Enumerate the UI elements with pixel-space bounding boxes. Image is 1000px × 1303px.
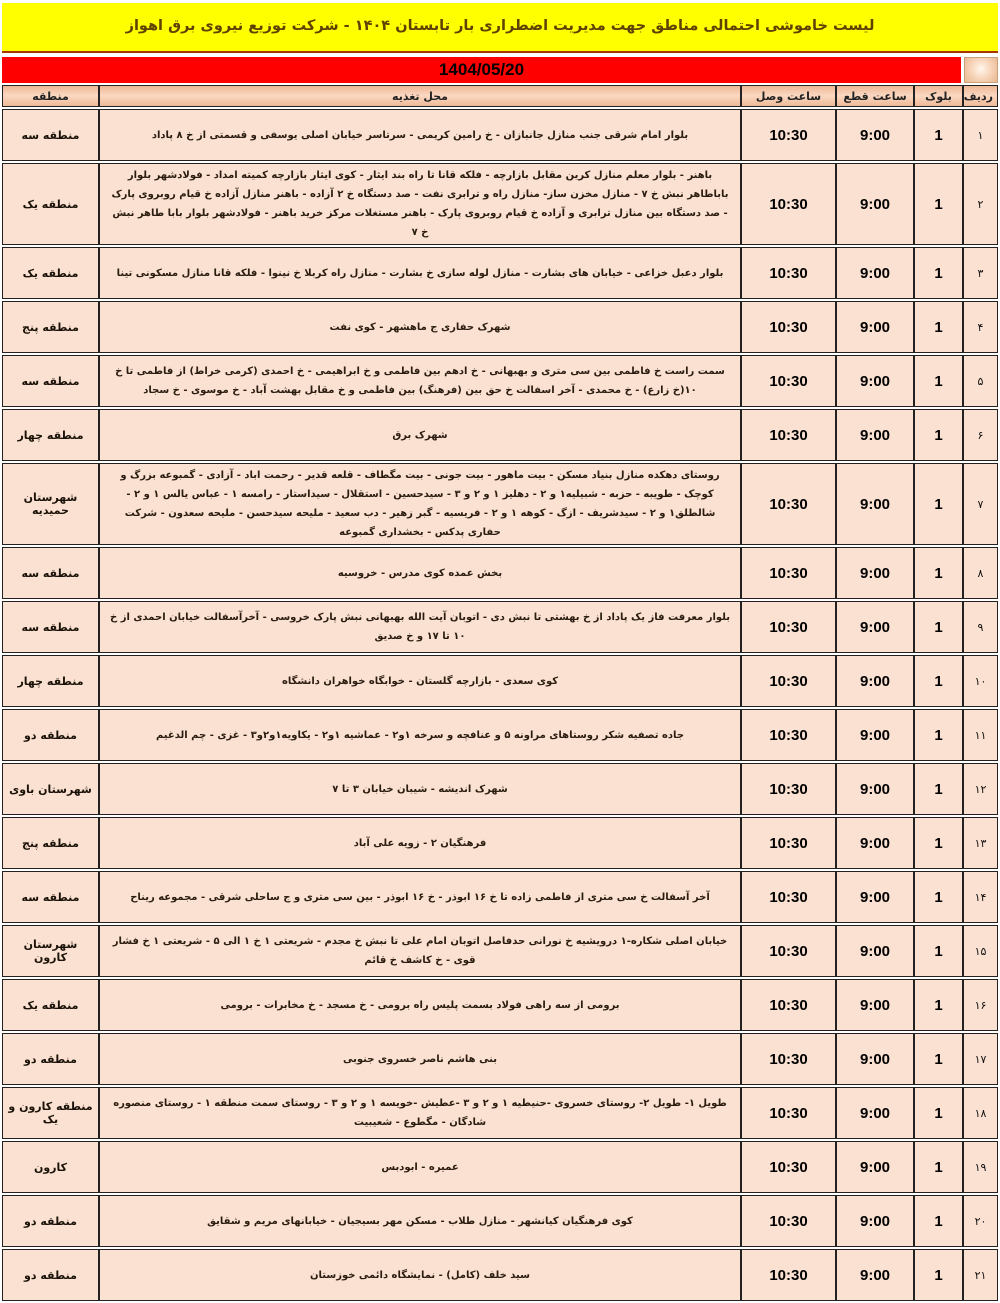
cell-region: منطقه سه [2,601,99,653]
date-banner-row [2,57,998,83]
cell-block: 1 [914,601,963,653]
cell-feed-location: عمیره - ابودبس [99,1141,741,1193]
cell-region: منطقه پنج [2,301,99,353]
table-row [2,871,998,923]
cell-cut-time: 9:00 [836,355,914,407]
cell-region: منطقه پنج [2,817,99,869]
cell-feed-location: سید خلف (کامل) - نمایشگاه دائمی خوزستان [99,1249,741,1301]
cell-region: منطقه سه [2,547,99,599]
cell-region: شهرستان کارون [2,925,99,977]
table-row [2,355,998,407]
cell-feed-location: بلوار معرفت فاز یک پاداد از خ بهشتی تا نبش دی - اتوبان آیت الله بهبهانی نبش پارک خروسی - آخرآسفالت خیابان احمدی از خ ۱۰ تا ۱۷ و خ صدیق [99,601,741,653]
cell-row-number: ۱۱ [963,709,998,761]
cell-block: 1 [914,409,963,461]
header-row [2,85,998,107]
cell-row-number: ۸ [963,547,998,599]
cell-region: منطقه دو [2,709,99,761]
col-header-cut-time: ساعت قطع [836,85,914,107]
cell-row-number: ۷ [963,463,998,545]
table-header [2,85,998,107]
cell-block: 1 [914,109,963,161]
table-row [2,409,998,461]
cell-row-number: ۱۸ [963,1087,998,1139]
cell-cut-time: 9:00 [836,1141,914,1193]
cell-reconnect-time: 10:30 [741,763,836,815]
cell-region: شهرستان حمیدیه [2,463,99,545]
table-row [2,1249,998,1301]
cell-reconnect-time: 10:30 [741,163,836,245]
cell-feed-location: فرهنگیان ۲ - زویه علی آباد [99,817,741,869]
table-row [2,109,998,161]
cell-row-number: ۲۰ [963,1195,998,1247]
cell-block: 1 [914,871,963,923]
cell-reconnect-time: 10:30 [741,463,836,545]
cell-reconnect-time: 10:30 [741,1087,836,1139]
cell-cut-time: 9:00 [836,655,914,707]
cell-cut-time: 9:00 [836,763,914,815]
table-row [2,1033,998,1085]
cell-region: منطقه یک [2,247,99,299]
cell-cut-time: 9:00 [836,301,914,353]
cell-region: منطقه کارون و یک [2,1087,99,1139]
cell-cut-time: 9:00 [836,601,914,653]
cell-reconnect-time: 10:30 [741,979,836,1031]
cell-cut-time: 9:00 [836,547,914,599]
cell-feed-location: بلوار امام شرقی جنب منازل جانبازان - خ رامین کریمی - سرتاسر خیابان اصلی یوسفی و قسمتی از خ ۸ پاداد [99,109,741,161]
table-row [2,1087,998,1139]
cell-row-number: ۳ [963,247,998,299]
cell-reconnect-time: 10:30 [741,355,836,407]
cell-block: 1 [914,1033,963,1085]
cell-cut-time: 9:00 [836,1087,914,1139]
cell-block: 1 [914,301,963,353]
table-row [2,925,998,977]
cell-feed-location: کوی فرهنگیان کیانشهر - منازل طلاب - مسکن مهر بسیجیان - خیابانهای مریم و شقایق [99,1195,741,1247]
cell-feed-location: باهنر - بلوار معلم منازل کرین مقابل بازارچه - فلکه قانا تا راه بند ایثار - کوی ایثار بازارچه کمیته امداد - فولادشهر بلوار باباطاهر نبش خ ۷ - منازل مخزن ساز- منازل راه و ترابری نفت - صد دستگاه خ ۲ آزاده - باهنر منازل آزاده خ قیام روبروی پارک - صد دستگاه بین منازل ترابری و آزاده خ قیام روبروی پارک - باهنر مستغلات مرکز خرید باهنر - فولادشهر بلوار بابا طاهر نبش خ ۷ [99,163,741,245]
cell-reconnect-time: 10:30 [741,109,836,161]
cell-row-number: ۱۵ [963,925,998,977]
cell-feed-location: کوی سعدی - بازارچه گلستان - خوابگاه خواهران دانشگاه [99,655,741,707]
cell-feed-location: سمت راست خ فاطمی بین سی متری و بهبهانی - خ ادهم بین فاطمی و خ ابراهیمی - خ احمدی (کرمی خراط) از فاطمی تا خ ۱۰(خ زارع) - خ محمدی - آخر اسفالت خ حق بین (فرهنگ) بین فاطمی و خ مقابل بهشت آباد - خ موسوی - خ سجاد [99,355,741,407]
cell-reconnect-time: 10:30 [741,1195,836,1247]
cell-row-number: ۹ [963,601,998,653]
cell-cut-time: 9:00 [836,925,914,977]
cell-region: منطقه یک [2,979,99,1031]
cell-cut-time: 9:00 [836,1249,914,1301]
cell-block: 1 [914,763,963,815]
cell-block: 1 [914,463,963,545]
table-row [2,1141,998,1193]
cell-reconnect-time: 10:30 [741,817,836,869]
table-row [2,463,998,545]
table-row [2,979,998,1031]
table-row [2,547,998,599]
cell-row-number: ۱۶ [963,979,998,1031]
cell-feed-location: جاده تصفیه شکر روستاهای مراونه ۵ و عنافچه و سرخه ۱و۲ - عماشیه ۱و۲ - یکاویه۱و۲و۳ - غزی - چم الدغیم [99,709,741,761]
cell-cut-time: 9:00 [836,871,914,923]
corner-cell [964,57,998,83]
table-body [2,109,998,1301]
cell-reconnect-time: 10:30 [741,871,836,923]
cell-region: منطقه چهار [2,655,99,707]
outage-schedule-table [2,83,998,1303]
cell-block: 1 [914,655,963,707]
table-row [2,763,998,815]
cell-block: 1 [914,163,963,245]
col-header-block: بلوک [914,85,963,107]
cell-reconnect-time: 10:30 [741,409,836,461]
cell-region: منطقه دو [2,1249,99,1301]
cell-region: منطقه سه [2,871,99,923]
cell-cut-time: 9:00 [836,409,914,461]
cell-reconnect-time: 10:30 [741,1033,836,1085]
cell-cut-time: 9:00 [836,463,914,545]
cell-reconnect-time: 10:30 [741,925,836,977]
table-row [2,301,998,353]
cell-cut-time: 9:00 [836,1033,914,1085]
cell-block: 1 [914,925,963,977]
title-bar [2,3,998,53]
cell-reconnect-time: 10:30 [741,547,836,599]
cell-row-number: ۱ [963,109,998,161]
cell-block: 1 [914,1249,963,1301]
cell-feed-location: روستای دهکده منازل بنیاد مسکن - بیت ماهور - بیت جونی - بیت مگطاف - قلعه قدیر - رحمت اباد - آزادی - گمبوعه بزرگ و کوچک - طویبه - حزبه - شبیلیه۱ و ۲ - دهلیز ۱ و ۲ و ۳ - سیدحسین - استقلال - سیداستار - رامسه ۱ - عباس یالس ۱ و ۲ - شالطلق۱ و ۲ - سیدشریف - ازگ - کوهه ۱ و ۲ - فریسیه - گبر زهیر - دب سعید - ملیحه سیدحسن - ملیحه سعدون - شرکت حفاری پدکس - بخشداری گمبوعه [99,463,741,545]
cell-row-number: ۶ [963,409,998,461]
cell-row-number: ۱۹ [963,1141,998,1193]
cell-cut-time: 9:00 [836,817,914,869]
cell-row-number: ۲۱ [963,1249,998,1301]
cell-region: منطقه سه [2,355,99,407]
page-title: لیست خاموشی احتمالی مناطق جهت مدیریت اضطراری بار تابستان ۱۴۰۴ - شرکت توزیع نیروی برق اهواز [125,18,875,35]
cell-feed-location: بلوار دعبل خزاعی - خیابان های بشارت - منازل لوله سازی خ بشارت - منازل راه کربلا خ نینوا - فلکه قانا منازل مسکونی تینا [99,247,741,299]
cell-cut-time: 9:00 [836,163,914,245]
cell-block: 1 [914,547,963,599]
cell-reconnect-time: 10:30 [741,709,836,761]
cell-cut-time: 9:00 [836,1195,914,1247]
cell-region: منطقه چهار [2,409,99,461]
col-header-feed-location: محل تغذیه [99,85,741,107]
cell-row-number: ۱۰ [963,655,998,707]
cell-feed-location: بنی هاشم ناصر خسروی جنوبی [99,1033,741,1085]
cell-row-number: ۵ [963,355,998,407]
cell-feed-location: شهرک برق [99,409,741,461]
cell-block: 1 [914,817,963,869]
col-header-row-number: ردیف [963,85,998,107]
cell-reconnect-time: 10:30 [741,601,836,653]
col-header-region: منطقه [2,85,99,107]
cell-feed-location: طویل ۱- طویل ۲- روستای خسروی -حنیطیه ۱ و ۲ و ۳ -عطیش -خویسه ۱ و ۲ و ۳ - روستای سمت منطقه ۱ - روستای منصوره شادگان - مگطوع - شعیبیت [99,1087,741,1139]
date-banner [2,57,961,83]
cell-cut-time: 9:00 [836,109,914,161]
cell-block: 1 [914,247,963,299]
cell-feed-location: شهرک حفاری ج ماهشهر - کوی نفت [99,301,741,353]
cell-feed-location: برومی از سه راهی فولاد بسمت پلیس راه برومی - خ مسجد - خ مخابرات - برومی [99,979,741,1031]
table-row [2,247,998,299]
cell-feed-location: خیابان اصلی شکاره-۱ درویشیه خ نورانی حدفاصل اتوبان امام علی تا نبش خ مجدم - شریعتی ۱ خ ۱ الی ۵ - شریعتی ۱ خ فشار قوی - خ کاشف خ قائم [99,925,741,977]
cell-cut-time: 9:00 [836,247,914,299]
cell-row-number: ۱۷ [963,1033,998,1085]
page [2,0,998,1303]
table-row [2,709,998,761]
cell-feed-location: آخر آسفالت خ سی متری از فاطمی زاده تا خ ۱۶ ابوذر - خ ۱۶ ابوذر - بین سی متری و ج ساحلی شرقی - مجموعه ریناح [99,871,741,923]
cell-reconnect-time: 10:30 [741,1249,836,1301]
cell-row-number: ۱۳ [963,817,998,869]
cell-row-number: ۱۲ [963,763,998,815]
table-row [2,817,998,869]
cell-block: 1 [914,1195,963,1247]
cell-block: 1 [914,1141,963,1193]
cell-row-number: ۲ [963,163,998,245]
table-row [2,655,998,707]
cell-block: 1 [914,979,963,1031]
table-row [2,163,998,245]
cell-block: 1 [914,1087,963,1139]
cell-reconnect-time: 10:30 [741,655,836,707]
cell-block: 1 [914,709,963,761]
cell-reconnect-time: 10:30 [741,1141,836,1193]
cell-feed-location: شهرک اندیشه - شیبان خیابان ۳ تا ۷ [99,763,741,815]
cell-region: شهرستان باوی [2,763,99,815]
table-row [2,1195,998,1247]
table-row [2,601,998,653]
cell-row-number: ۴ [963,301,998,353]
cell-row-number: ۱۴ [963,871,998,923]
cell-reconnect-time: 10:30 [741,301,836,353]
cell-cut-time: 9:00 [836,709,914,761]
cell-cut-time: 9:00 [836,979,914,1031]
cell-region: منطقه دو [2,1195,99,1247]
cell-region: منطقه دو [2,1033,99,1085]
cell-feed-location: بخش عمده کوی مدرس - خروسیه [99,547,741,599]
cell-region: منطقه سه [2,109,99,161]
date-text: 1404/05/20 [438,60,525,79]
cell-block: 1 [914,355,963,407]
cell-reconnect-time: 10:30 [741,247,836,299]
col-header-reconnect-time: ساعت وصل [741,85,836,107]
cell-region: کارون [2,1141,99,1193]
cell-region: منطقه یک [2,163,99,245]
